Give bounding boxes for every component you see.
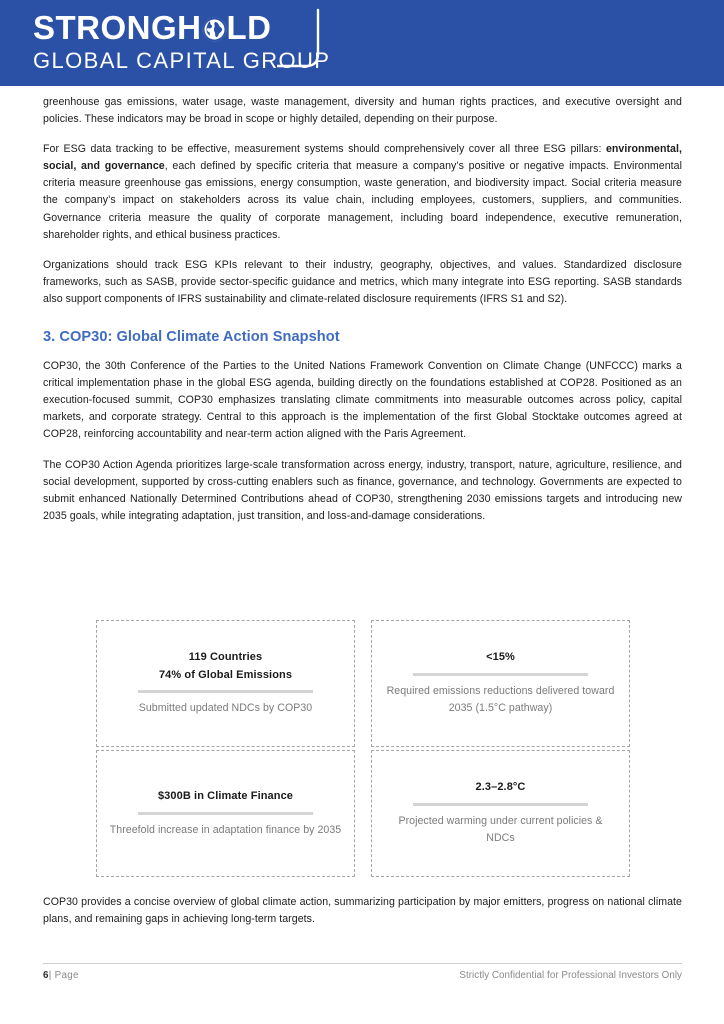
stat-divider	[138, 690, 313, 693]
stat-description: Submitted updated NDCs by COP30	[138, 702, 313, 715]
stat-description: Threefold increase in adaptation finance by 2035	[109, 823, 342, 836]
footer-divider	[43, 963, 682, 964]
paragraph-cop30-closing: COP30 provides a concise overview of global climate action, summarizing participation by major emitters, progress on national climate plans, and remaining gaps in achieving long-term targets.	[43, 896, 682, 926]
globe-icon	[202, 17, 227, 42]
logo-brand-part2: LD	[226, 9, 272, 46]
closing-paragraph-wrap	[43, 894, 682, 928]
stat-description: Projected warming under current policies & NDCs	[398, 814, 603, 845]
paragraph-cop30-overview: COP30, the 30th Conference of the Parties to the United Nations Framework Convention on Climate Change (UNFCCC) marks a critical implementation phase in the global ESG agenda, building directly on the foundations established at COP28. Positioned as an execution-focused summit, COP30 emphasizes translating climate commitments into measurable outcomes across policy, capital markets, and corporate strategy. Central to this approach is the implementation of the first Global Stocktake outcomes agreed at COP28, reinforcing accountability and near-term action aligned with the Paris Agreement.	[43, 360, 682, 441]
company-logo	[33, 10, 333, 78]
stat-title-line1: $300B in Climate Finance	[157, 790, 294, 802]
logo-brand-part1: STRONGH	[33, 9, 202, 46]
stat-title-line2: 74% of Global Emissions	[158, 668, 293, 681]
page-footer	[43, 963, 682, 981]
paragraph-esg-pillars	[43, 141, 682, 244]
footer-separator: |	[48, 970, 52, 981]
stat-card-climate-finance	[96, 750, 355, 877]
stat-title-line1: 2.3–2.8°C	[475, 781, 526, 794]
stat-title-line1: 119 Countries	[188, 651, 263, 664]
paragraph-esg-pillars-bold: environmental, social, and governance	[43, 143, 682, 173]
logo-wordmark	[33, 10, 333, 46]
stat-description: Required emissions reductions delivered toward 2035 (1.5°C pathway)	[386, 684, 615, 715]
stat-card-emissions-reductions	[371, 620, 630, 747]
footer-page-number: 6	[43, 970, 49, 981]
section-heading-cop30: 3. COP30: Global Climate Action Snapshot	[43, 329, 340, 346]
document-content	[43, 94, 682, 525]
stat-divider	[413, 803, 588, 806]
stat-card-projected-warming	[371, 750, 630, 877]
stat-divider	[413, 673, 588, 676]
paragraph-kpi-frameworks: Organizations should track ESG KPIs relevant to their industry, geography, objectives, and values. Standardized disclosure frameworks, such as SASB, provide sector-specific guidance and metrics, which many integrate into ESG reporting. SASB standards also support components of IFRS sustainability and climate-related disclosure requirements (IFRS S1 and S2).	[43, 258, 682, 305]
stat-card-ndc-countries	[96, 620, 355, 747]
footer-row	[43, 970, 682, 981]
footer-confidentiality-notice: Strictly Confidential for Professional Investors Only	[459, 970, 682, 981]
footer-page-label: Page	[54, 970, 79, 981]
stat-divider	[138, 812, 313, 815]
paragraph-intro-continued: greenhouse gas emissions, water usage, waste management, diversity and human rights practices, and executive oversight and policies. These indicators may be broad in scope or highly detailed, depending on their purpose.	[43, 96, 682, 126]
paragraph-esg-pillars-lead: For ESG data tracking to be effective, measurement systems should comprehensively cover all three ESG pillars:	[43, 143, 606, 156]
logo-tagline: GLOBAL CAPITAL GROUP	[33, 48, 331, 73]
paragraph-esg-pillars-rest: , each defined by specific criteria that measure a company’s positive or negative impacts. Environmental criteria measure greenhouse gas emissions, energy consumption, waste generation, and biodiversity impact. Social criteria measure the company’s impact on stakeholders across its value chain, including employees, customers, suppliers, and communities. Governance criteria measure the quality of corporate management, including board independence, executive remuneration, shareholder rights, and ethical business practices.	[43, 160, 682, 241]
stat-title-line1: <15%	[486, 651, 515, 664]
cop30-stats-grid	[96, 620, 630, 877]
footer-page-indicator	[43, 970, 79, 981]
document-page	[0, 86, 724, 1024]
paragraph-cop30-action-agenda: The COP30 Action Agenda prioritizes large-scale transformation across energy, industry, transport, nature, agriculture, resilience, and social development, supported by cross-cutting enablers such as finance, governance, and technology. Governments are expected to submit enhanced Nationally Determined Contributions ahead of COP30, strengthening 2030 emissions targets and introducing new 2035 goals, while integrating adaptation, just transition, and loss-and-damage considerations.	[43, 458, 682, 522]
header-banner	[0, 0, 724, 86]
